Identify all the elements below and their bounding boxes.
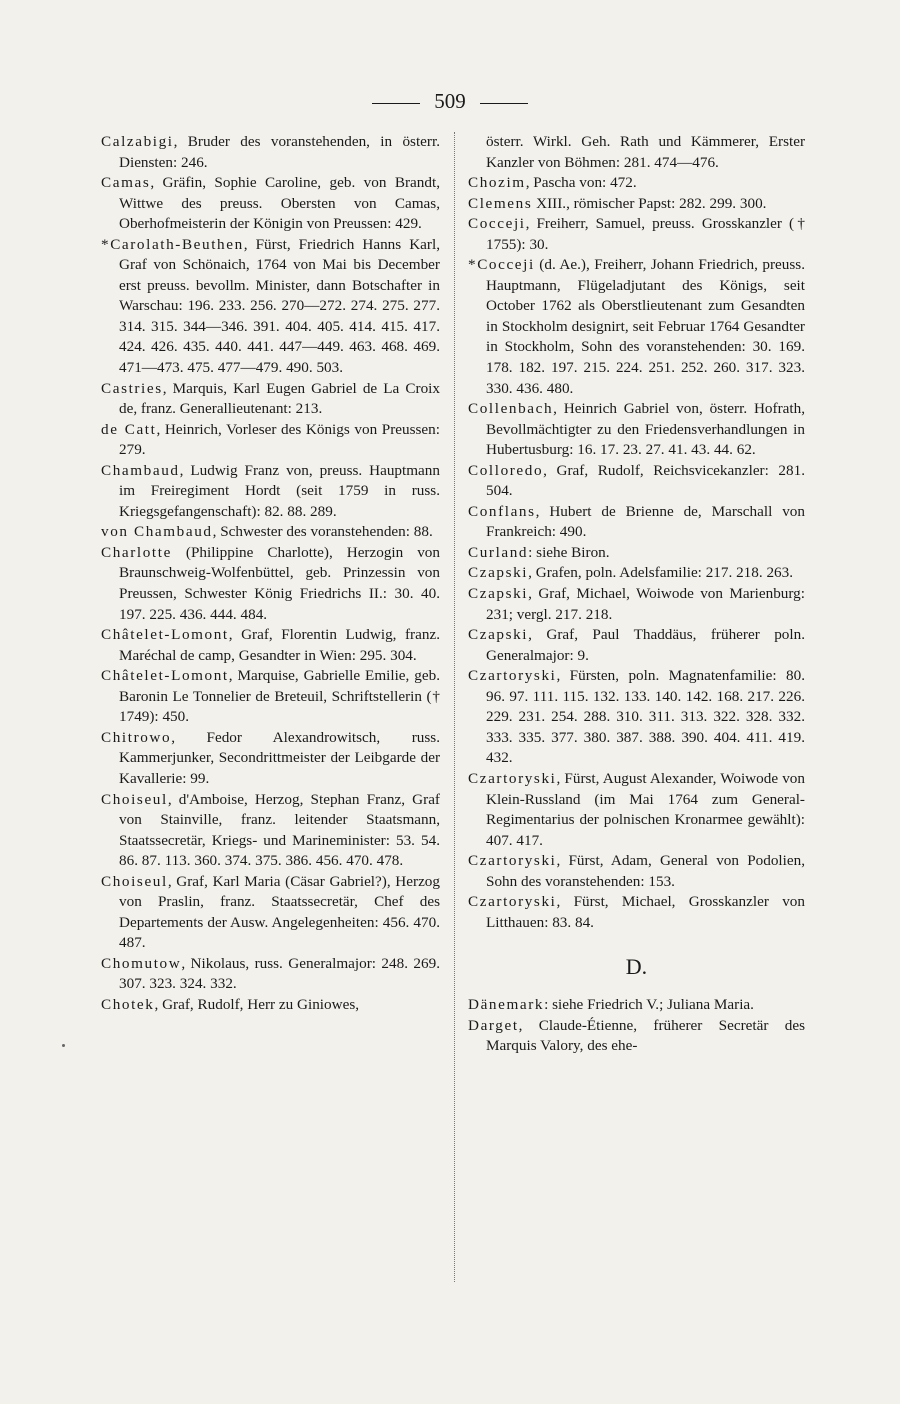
entry-text: , Graf, Florentin Ludwig, franz. Maréchal de camp, Gesandter in Wien: 295. 304. [119,626,440,664]
index-column-right [468,132,805,1057]
entry-name: von Chambaud [101,523,213,541]
entry-text: , Heinrich, Vorleser des Königs von Preussen: 279. [119,420,440,459]
column-divider [454,132,455,1282]
page-header [0,88,900,114]
index-entry [468,769,805,851]
entry-name: Chotek [101,995,155,1013]
entry-text: : siehe Friedrich V.; Juliana Maria. [544,996,754,1014]
entry-name: Curland [468,543,529,561]
entry-text: , Bruder des voranstehenden, in österr. Diensten: 246. [119,133,440,171]
margin-speck [62,1044,65,1047]
entry-text: , d'Amboise, Herzog, Stephan Franz, Graf von Stainville, franz. leitender Staatsmann, Staatssecretär, Kriegs- und Marineminister: 53. 54. 86. 87. 113. 360. 374. 375. 386. 456. 470. 478. [119,790,440,870]
index-entry [468,194,805,215]
index-entry [468,563,805,584]
entry-text: , Graf, Paul Thaddäus, früherer poln. Generalmajor: 9. [486,626,805,664]
entry-name: Collenbach [468,400,554,418]
entry-text: , Nikolaus, russ. Generalmajor: 248. 269. 307. 323. 324. 332. [119,954,440,993]
index-entry [468,995,805,1016]
entry-name: Czartoryski [468,852,557,870]
entry-name: Chomutow [101,954,182,972]
entry-name: Conflans [468,502,536,520]
entry-text: , Fürst, August Alexander, Woiwode von Klein-Russland (im Mai 1764 zum General-Regimentarius der polnischen Kronarmee gewählt): 407. 417. [486,769,805,849]
entry-text: österr. Wirkl. Geh. Rath und Kämmerer, Erster Kanzler von Böhmen: 281. 474—476. [486,133,805,171]
entry-text: , Graf, Rudolf, Herr zu Giniowes, [154,995,360,1013]
entry-name: Camas [101,174,151,192]
entry-text: , Grafen, poln. Adelsfamilie: 217. 218. 263. [528,564,794,582]
index-entry [101,379,440,420]
entry-text: , Hubert de Brienne de, Marschall von Frankreich: 490. [486,502,805,541]
entry-text: , Marquis, Karl Eugen Gabriel de La Croix de, franz. Generallieutenant: 213. [119,379,440,418]
entry-name: Cocceji [468,215,526,233]
entry-text: (Philippine Charlotte), Herzogin von Braunschweig-Wolfenbüttel, geb. Prinzessin von Preussen, Schwester König Friedrichs II.: 30. 40. 197. 225. 436. 444. 484. [119,543,440,623]
entry-name: Czartoryski [468,893,557,911]
index-entry [101,728,440,790]
index-entry [101,543,440,625]
entry-name: Châtelet-Lomont [101,667,229,685]
entry-name: Chambaud [101,461,180,479]
entry-text: , Gräfin, Sophie Caroline, geb. von Brandt, Wittwe des preuss. Obersten von Camas, Oberhofmeisterin der Königin von Preussen: 429. [119,174,440,233]
header-rule-right [480,103,528,104]
entry-name: de Catt [101,420,157,438]
entry-name: Calzabigi [101,133,174,150]
index-entries-d [468,995,805,1057]
index-entry [101,235,440,379]
index-entry [468,666,805,769]
index-entry [468,173,805,194]
index-entries-c [468,132,805,933]
index-entry [468,1016,805,1057]
index-entry [101,995,440,1016]
entry-text: , Graf, Michael, Woiwode von Marienburg: 231; vergl. 217. 218. [486,585,805,623]
entry-text: , Fürst, Friedrich Hanns Karl, Graf von Schönaich, 1764 von Mai bis December erst preuss. bevollm. Minister, dann Botschafter in Warschau: 196. 233. 256. 270—272. 274. 275. 277. 314. 315. 344—346. 391. 404. 405. 414. 415. 417. 424. 426. 435. 440. 441. 447—449. 463. 468. 469. 471—473. 475. 477—479. 490. 503. [119,235,440,377]
entry-text: , Marquise, Gabrielle Emilie, geb. Baronin Le Tonnelier de Breteuil, Schriftstellerin († 1749): 450. [119,667,440,726]
entry-text: , Schwester des voranstehenden: 88. [212,523,433,541]
index-entry [101,666,440,728]
index-entry [468,399,805,461]
index-entry [101,872,440,954]
index-entry [468,255,805,399]
index-entry [101,522,440,543]
entry-text: : siehe Biron. [528,543,610,561]
entry-name: Czapski [468,564,529,582]
entry-name: Cocceji [477,256,535,274]
entry-name: Châtelet-Lomont [101,626,229,644]
index-entry [101,173,440,235]
index-entry [468,543,805,564]
entry-text: , Graf, Rudolf, Reichsvicekanzler: 281. 504. [486,461,805,500]
entry-name: Choiseul [101,790,168,808]
entry-name: Clemens [468,194,533,212]
index-entry [468,502,805,543]
entry-text: , Heinrich Gabriel von, österr. Hofrath, Bevollmächtigter zu den Friedensverhandlungen in Hubertusburg: 16. 17. 23. 27. 41. 43. 44. 62. [486,400,805,459]
index-entry [101,132,440,173]
entry-text: , Pascha von: 472. [525,174,637,192]
index-entry [101,954,440,995]
entry-text: , Graf, Karl Maria (Cäsar Gabriel?), Herzog von Praslin, franz. Staatssecretär, Chef des Departements der Ausw. Angelegenheiten: 456. 470. 487. [119,872,440,952]
entry-name: Colloredo [468,461,544,479]
entry-text: XIII., römischer Papst: 282. 299. 300. [532,194,767,212]
index-entry [101,461,440,523]
index-entry [101,790,440,872]
index-entry [468,892,805,933]
section-heading: D. [625,954,648,980]
index-entry [468,851,805,892]
entry-text: , Fürst, Michael, Grosskanzler von Litthauen: 83. 84. [486,893,805,931]
entry-name: Czapski [468,626,529,644]
entry-asterisk: * [468,256,478,274]
entry-name: Charlotte [101,543,172,561]
entry-text: , Claude-Étienne, früherer Secretär des Marquis Valory, des ehe- [486,1016,805,1055]
index-entry [468,214,805,255]
index-column-left [101,132,440,1016]
entry-name: Carolath-Beuthen [110,235,244,253]
entry-text: , Fürst, Adam, General von Podolien, Sohn des voranstehenden: 153. [486,852,805,890]
index-entry [468,584,805,625]
entry-name: Dänemark [468,996,545,1014]
page-number: 509 [434,89,466,113]
entry-text: , Fürsten, poln. Magnatenfamilie: 80. 96. 97. 111. 115. 132. 133. 140. 142. 168. 217. 226. 229. 231. 254. 288. 310. 311. 313. 322. 328. 332. 333. 335. 377. 380. 387. 388. 390. 404. 411. 419. 432. [486,667,805,767]
entry-text: , Freiherr, Samuel, preuss. Grosskanzler († 1755): 30. [486,215,805,253]
index-entry [468,625,805,666]
index-entry [101,420,440,461]
entry-name: Choiseul [101,872,168,890]
entry-name: Chitrowo [101,728,172,746]
entry-asterisk: * [101,235,111,253]
entry-text: , Ludwig Franz von, preuss. Hauptmann im Freiregiment Hordt (seit 1759 in russ. Kriegsgefangenschaft): 82. 88. 289. [119,461,440,520]
index-entry [101,625,440,666]
entry-name: Czartoryski [468,769,557,787]
entry-name: Czartoryski [468,667,557,685]
header-rule-left [372,103,420,104]
entry-name: Chozim [468,174,526,192]
entry-name: Castries [101,379,163,397]
index-entry [468,461,805,502]
entry-text: (d. Ae.), Freiherr, Johann Friedrich, preuss. Hauptmann, Flügeladjutant des Königs, seit October 1762 als Oberstlieutenant zum Gesandten in Stockholm designirt, seit Februar 1764 Gesandter in Stockholm, Sohn des voranstehenden: 30. 169. 178. 182. 197. 215. 224. 251. 252. 260. 317. 323. 330. 436. 480. [486,256,805,397]
entry-name: Darget [468,1016,519,1034]
entry-name: Czapski [468,585,529,603]
entry-text: , Fedor Alexandrowitsch, russ. Kammerjunker, Secondrittmeister der Leibgarde der Kavallerie: 99. [119,728,440,787]
index-entry [468,132,805,173]
